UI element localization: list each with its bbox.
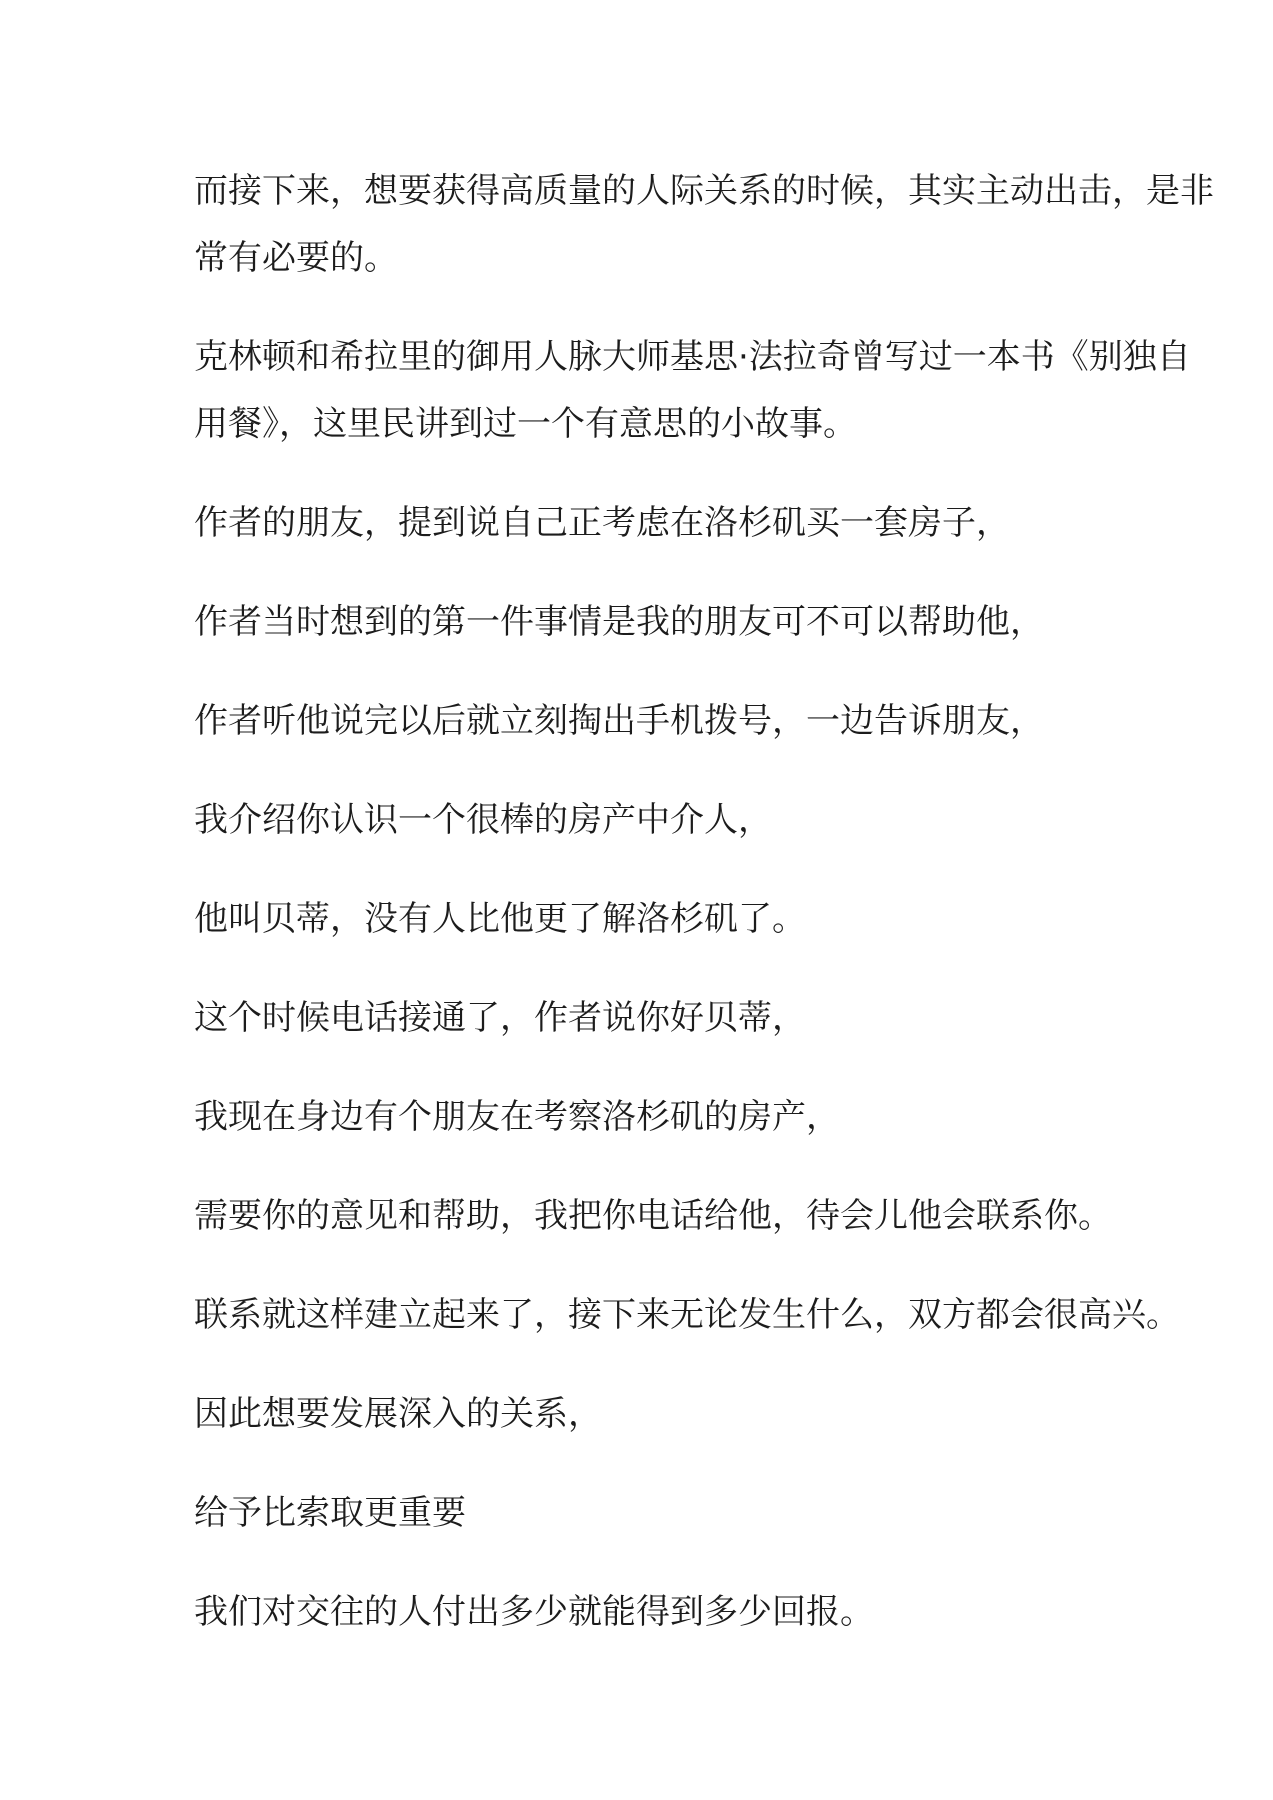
paragraph [194, 1579, 1234, 1646]
paragraph [194, 1084, 1234, 1151]
paragraph [194, 158, 1234, 292]
paragraph [194, 1282, 1234, 1349]
text-line: 我介绍你认识一个很棒的房产中介人， [194, 800, 772, 840]
text-line: 需要你的意见和帮助，我把你电话给他，待会儿他会联系你。 [194, 1196, 1112, 1236]
text-line: 作者听他说完以后就立刻掏出手机拨号，一边告诉朋友， [194, 701, 1044, 741]
paragraph [194, 324, 1234, 458]
paragraph [194, 490, 1234, 557]
text-line: 克林顿和希拉里的御用人脉大师基思·法拉奇曾写过一本书《别独自 [194, 337, 1191, 377]
text-line: 他叫贝蒂，没有人比他更了解洛杉矶了。 [194, 899, 806, 939]
text-line: 而接下来，想要获得高质量的人际关系的时候，其实主动出击，是非 [194, 171, 1214, 211]
paragraph [194, 787, 1234, 854]
text-line: 这个时候电话接通了，作者说你好贝蒂， [194, 998, 806, 1038]
text-line: 我们对交往的人付出多少就能得到多少回报。 [194, 1592, 874, 1632]
text-line: 作者当时想到的第一件事情是我的朋友可不可以帮助他， [194, 602, 1044, 642]
text-line: 因此想要发展深入的关系， [194, 1394, 602, 1434]
text-line: 作者的朋友，提到说自己正考虑在洛杉矶买一套房子， [194, 503, 1010, 543]
paragraph [194, 1183, 1234, 1250]
text-line: 常有必要的。 [194, 238, 398, 278]
text-line: 用餐》，这里民讲到过一个有意思的小故事。 [194, 404, 857, 444]
paragraph [194, 1480, 1234, 1547]
text-line: 我现在身边有个朋友在考察洛杉矶的房产， [194, 1097, 840, 1137]
paragraph [194, 688, 1234, 755]
text-line: 联系就这样建立起来了，接下来无论发生什么，双方都会很高兴。 [194, 1295, 1180, 1335]
paragraph [194, 589, 1234, 656]
paragraph [194, 985, 1234, 1052]
paragraph [194, 886, 1234, 953]
paragraph [194, 1381, 1234, 1448]
text-line: 给予比索取更重要 [194, 1493, 466, 1533]
